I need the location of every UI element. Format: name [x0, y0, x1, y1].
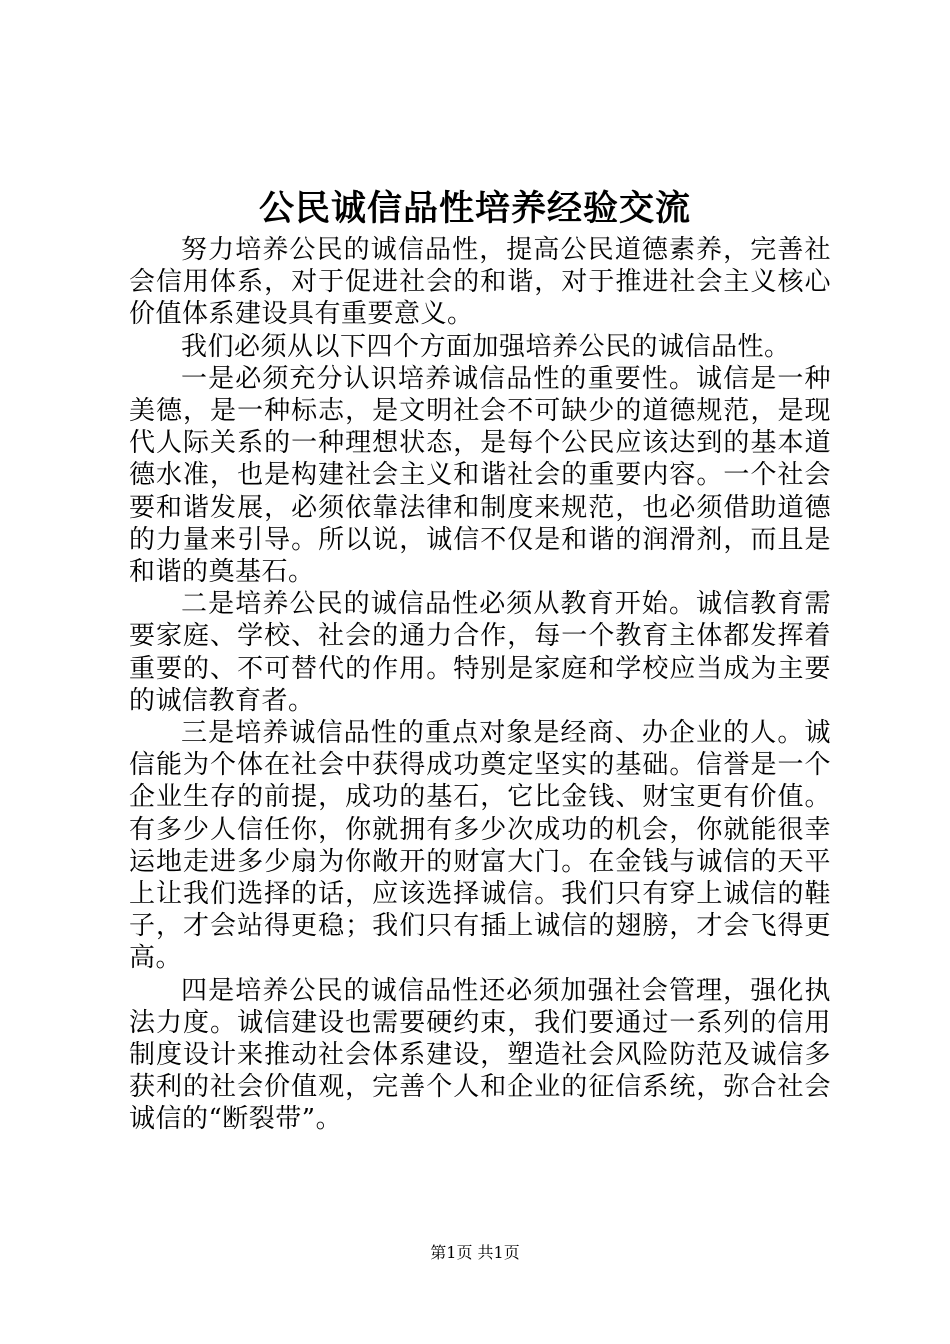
paragraph-point-two: 二是培养公民的诚信品性必须从教育开始。诚信教育需要家庭、学校、社会的通力合作，每一个教育主体都发挥着重要的、不可替代的作用。特别是家庭和学校应当成为主要的诚信教育者。 [129, 589, 831, 716]
paragraph-overview: 我们必须从以下四个方面加强培养公民的诚信品性。 [181, 331, 791, 362]
paragraph-point-four: 四是培养公民的诚信品性还必须加强社会管理，强化执法力度。诚信建设也需要硬约束，我们要通过一系列的信用制度设计来推动社会体系建设，塑造社会风险防范及诚信多获利的社会价值观，完善个人和企业的征信系统，弥合社会诚信的“断裂带”。 [129, 975, 831, 1135]
paragraph-intro: 努力培养公民的诚信品性，提高公民道德素养，完善社会信用体系，对于促进社会的和谐，对于推进社会主义核心价值体系建设具有重要意义。 [129, 235, 831, 330]
document-title: 公民诚信品性培养经验交流 [258, 188, 691, 229]
document-body [129, 234, 831, 1136]
paragraph-point-three: 三是培养诚信品性的重点对象是经商、办企业的人。诚信能为个体在社会中获得成功奠定坚实的基础。信誉是一个企业生存的前提，成功的基石，它比金钱、财宝更有价值。有多少人信任你，你就拥有多少次成功的机会，你就能很幸运地走进多少扇为你敞开的财富大门。在金钱与诚信的天平上让我们选择的话，应该选择诚信。我们只有穿上诚信的鞋子，才会站得更稳；我们只有插上诚信的翅膀，才会飞得更高。 [129, 718, 831, 974]
page-footer: 第1页 共1页 [430, 1243, 520, 1262]
paragraph-point-one: 一是必须充分认识培养诚信品性的重要性。诚信是一种美德，是一种标志，是文明社会不可缺少的道德规范，是现代人际关系的一种理想状态，是每个公民应该达到的基本道德水准，也是构建社会主义和谐社会的重要内容。一个社会要和谐发展，必须依靠法律和制度来规范，也必须借助道德的力量来引导。所以说，诚信不仅是和谐的润滑剂，而且是和谐的奠基石。 [129, 363, 831, 588]
